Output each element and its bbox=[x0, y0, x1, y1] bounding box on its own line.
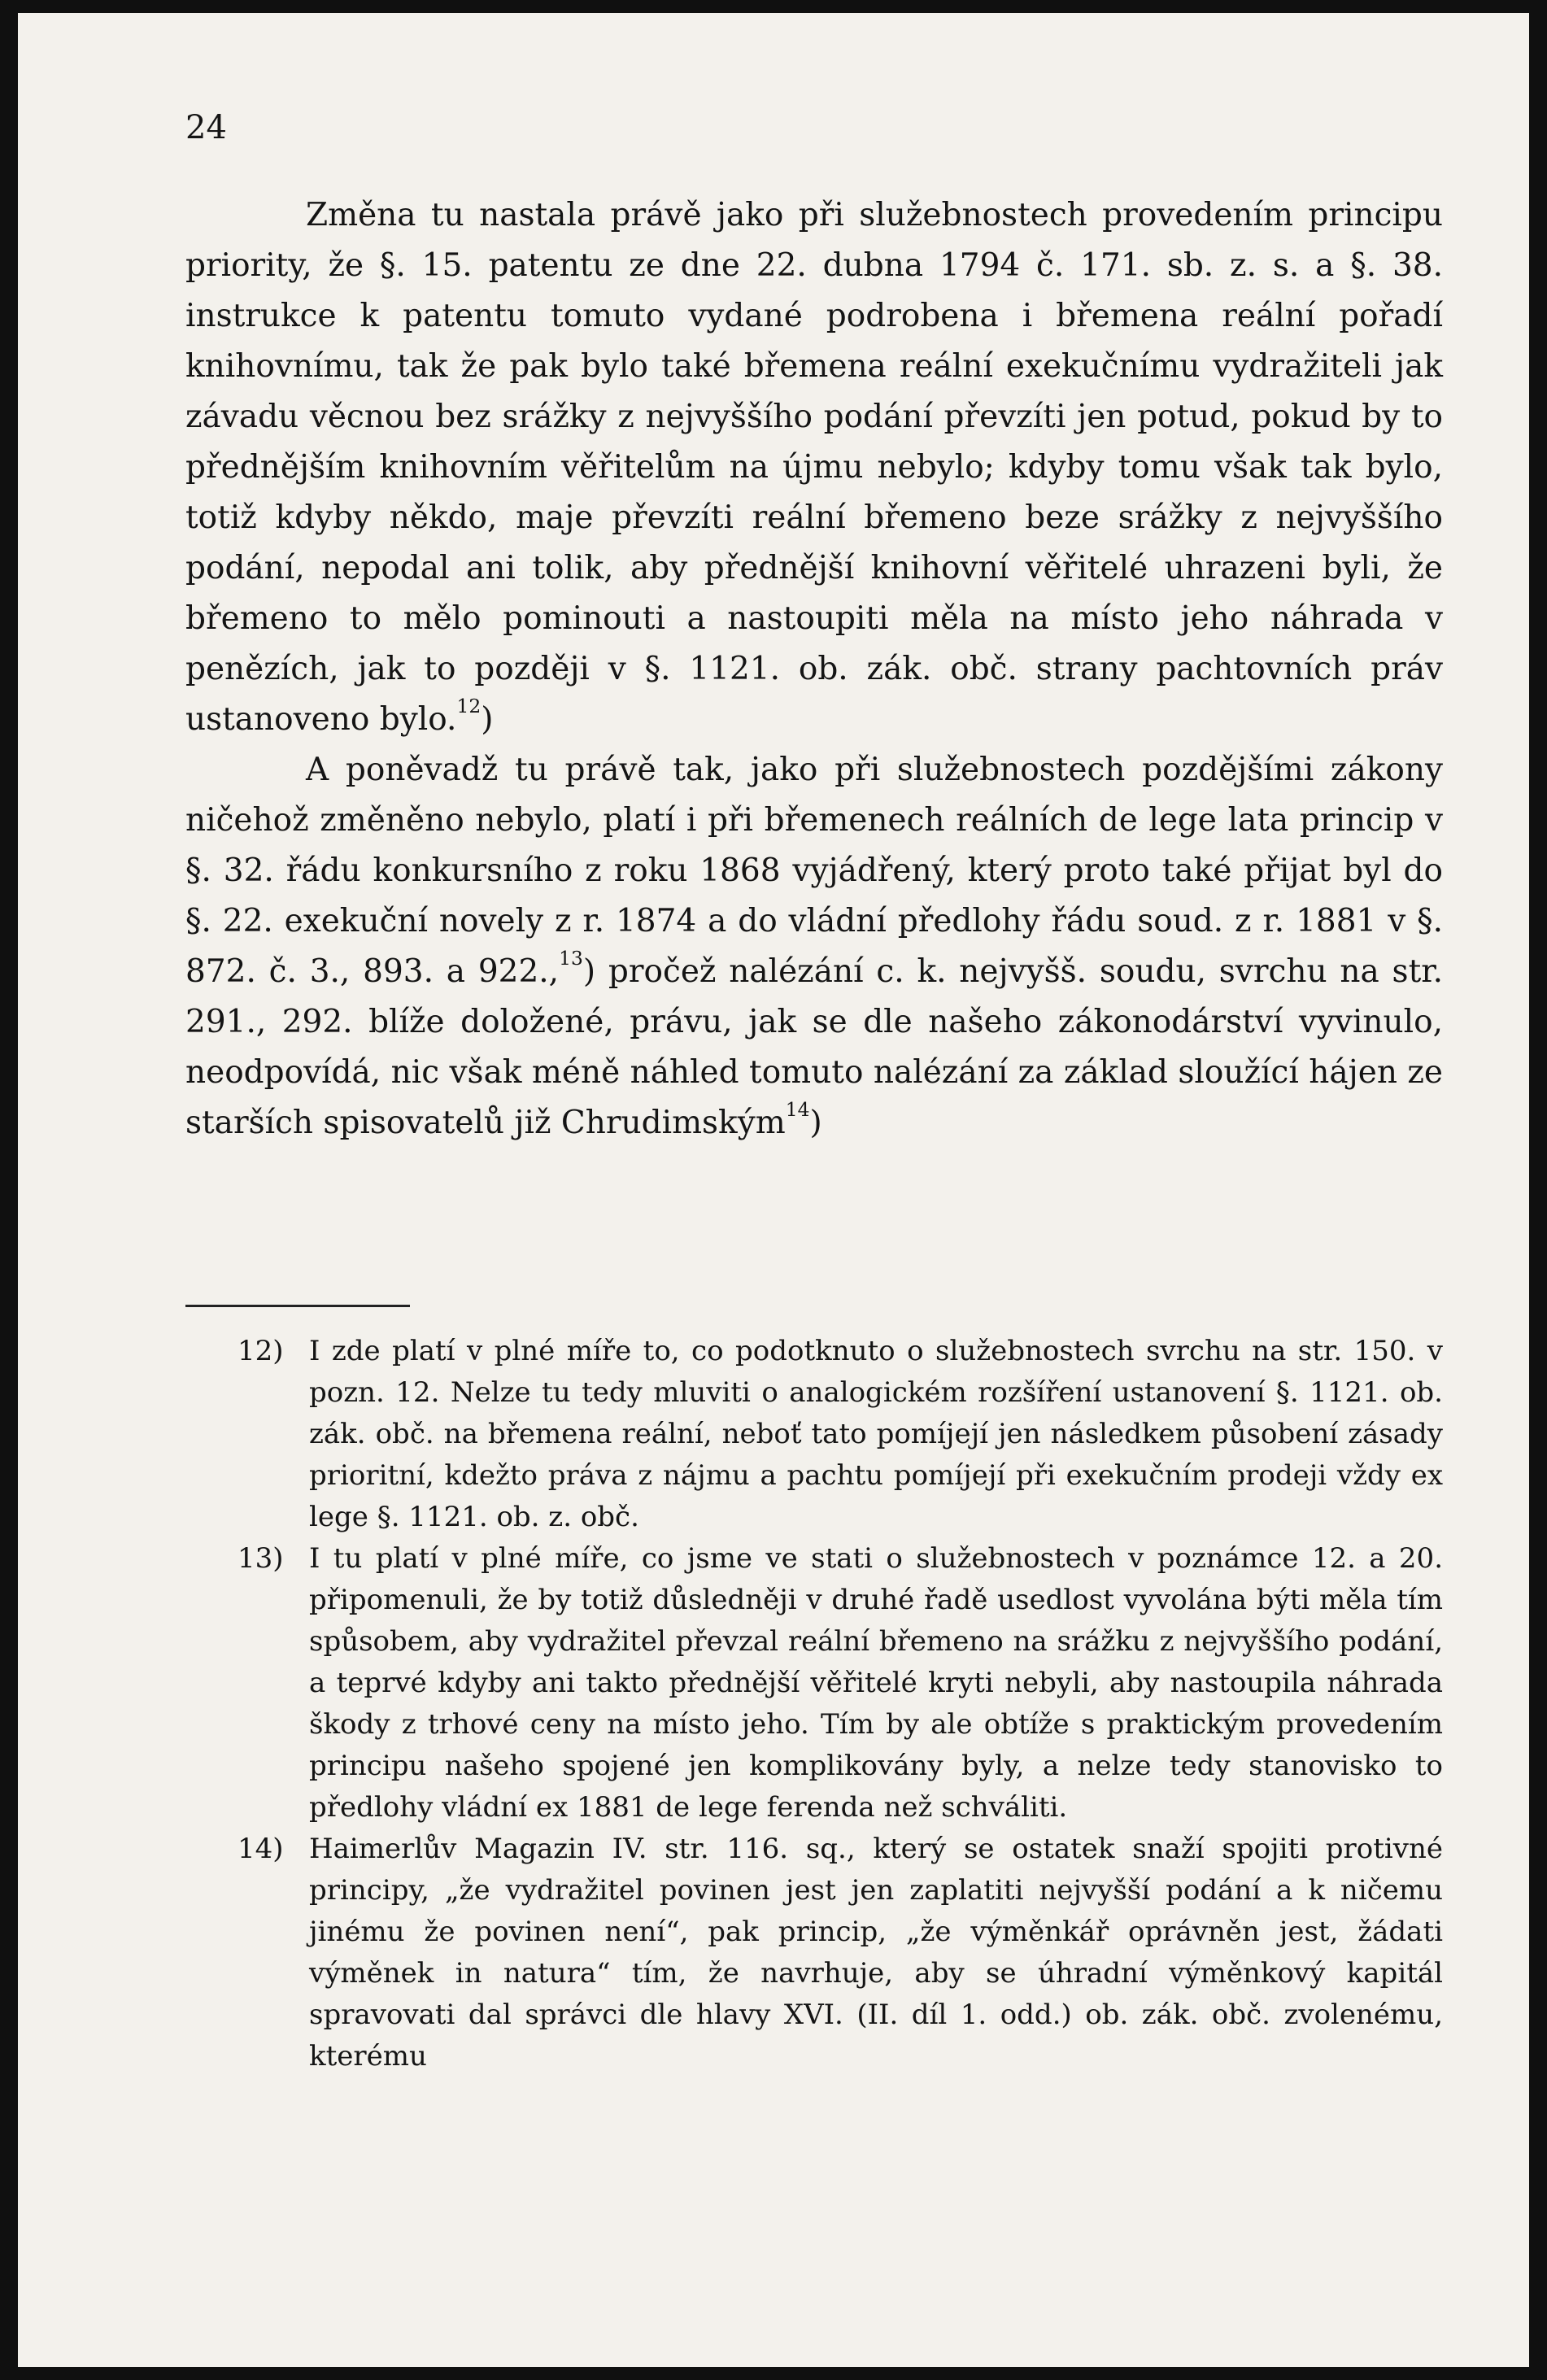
footnote-separator bbox=[185, 1305, 410, 1307]
footnotes bbox=[237, 1331, 1443, 2077]
main-text bbox=[185, 190, 1443, 1149]
book-page bbox=[18, 13, 1529, 2367]
footnote-ref-14: 14 bbox=[785, 1097, 810, 1121]
paragraph-2-continuation: pročež nalézání c. k. nejvyšš. soudu, svrchu na str. 291., 292. blíže doložené, právu, jak se dle našeho zákonodárství vyvinulo, neodpovídá, nic však méně náhled tomuto nalézání za základ sloužící hájen ze starších spisovatelů již Chrudimským bbox=[185, 953, 1443, 1141]
footnote-ref-12: 12 bbox=[456, 694, 482, 717]
page-number: 24 bbox=[185, 109, 227, 146]
footnote-13-mark: 13) bbox=[237, 1542, 284, 1575]
footnote-ref-13-paren: ) bbox=[582, 953, 596, 990]
paragraph-2 bbox=[185, 745, 1443, 1149]
footnote-ref-12-paren: ) bbox=[481, 701, 494, 738]
footnote-ref-13: 13 bbox=[559, 946, 583, 970]
footnote-ref-14-paren: ) bbox=[809, 1105, 822, 1141]
footnote-12 bbox=[237, 1331, 1443, 1538]
paragraph-1-text: Změna tu nastala právě jako při služebnostech provedením principu priority, že §. 15. patentu ze dne 22. dubna 1794 č. 171. sb. z. s. a §. 38. instrukce k patentu tomuto vydané podrobena i břemena reální pořadí knihovnímu, tak že pak bylo také břemena reální exekučnímu vydražiteli jak závadu věcnou bez srážky z nejvyššího podání převzíti jen potud, pokud by to přednějším knihovním věřitelům na újmu nebylo; kdyby tomu však tak bylo, totiž kdyby někdo, maje převzíti reální břemeno beze srážky z nejvyššího podání, nepodal ani tolik, aby přednější knihovní věřitelé uhrazeni byli, že břemeno to mělo pominouti a nastoupiti měla na místo jeho náhrada v penězích, jak to později v §. 1121. ob. zák. obč. strany pachtovních práv ustanoveno bylo. bbox=[185, 197, 1443, 738]
paragraph-2-text: A poněvadž tu právě tak, jako při služebnostech pozdějšími zákony ničehož změněno nebylo, platí i při břemenech reálních de lege lata princip v §. 32. řádu konkursního z roku 1868 vyjádřený, který proto také přijat byl do §. 22. exekuční novely z r. 1874 a do vládní předlohy řádu soud. z r. 1881 v §. 872. č. 3., 893. a 922., bbox=[185, 752, 1443, 990]
footnote-14 bbox=[237, 1829, 1443, 2077]
footnote-13-text: I tu platí v plné míře, co jsme ve stati o služebnostech v poznámce 12. a 20. připomenuli, že by totiž důsledněji v druhé řadě usedlost vyvolána býti měla tím spůsobem, aby vydražitel převzal reální břemeno na srážku z nejvyššího podání, a teprvé kdyby ani takto přednější věřitelé kryti nebyli, aby nastoupila náhrada škody z trhové ceny na místo jeho. Tím by ale obtíže s praktickým provedením principu našeho spojené jen komplikovány byly, a nelze tedy stanovisko to předlohy vládní ex 1881 de lege ferenda než schváliti. bbox=[309, 1542, 1443, 1824]
paragraph-1 bbox=[185, 190, 1443, 745]
footnote-12-mark: 12) bbox=[237, 1335, 284, 1367]
footnote-14-mark: 14) bbox=[237, 1833, 284, 1865]
footnote-12-text: I zde platí v plné míře to, co podotknuto o služebnostech svrchu na str. 150. v pozn. 12. Nelze tu tedy mluviti o analogickém rozšíření ustanovení §. 1121. ob. zák. obč. na břemena reální, neboť tato pomíjejí jen následkem působení zásady prioritní, kdežto práva z nájmu a pachtu pomíjejí při exekučním prodeji vždy ex lege §. 1121. ob. z. obč. bbox=[309, 1335, 1443, 1533]
footnote-13 bbox=[237, 1538, 1443, 1829]
footnote-14-text: Haimerlův Magazin IV. str. 116. sq., který se ostatek snaží spojiti protivné principy, „že vydražitel povinen jest jen zaplatiti nejvyšší podání a k ničemu jinému že povinen není“, pak princip, „že výměnkář oprávněn jest, žádati výměnek in natura“ tím, že navrhuje, aby se úhradní výměnkový kapitál spravovati dal správci dle hlavy XVI. (II. díl 1. odd.) ob. zák. obč. zvolenému, kterému bbox=[309, 1833, 1443, 2073]
